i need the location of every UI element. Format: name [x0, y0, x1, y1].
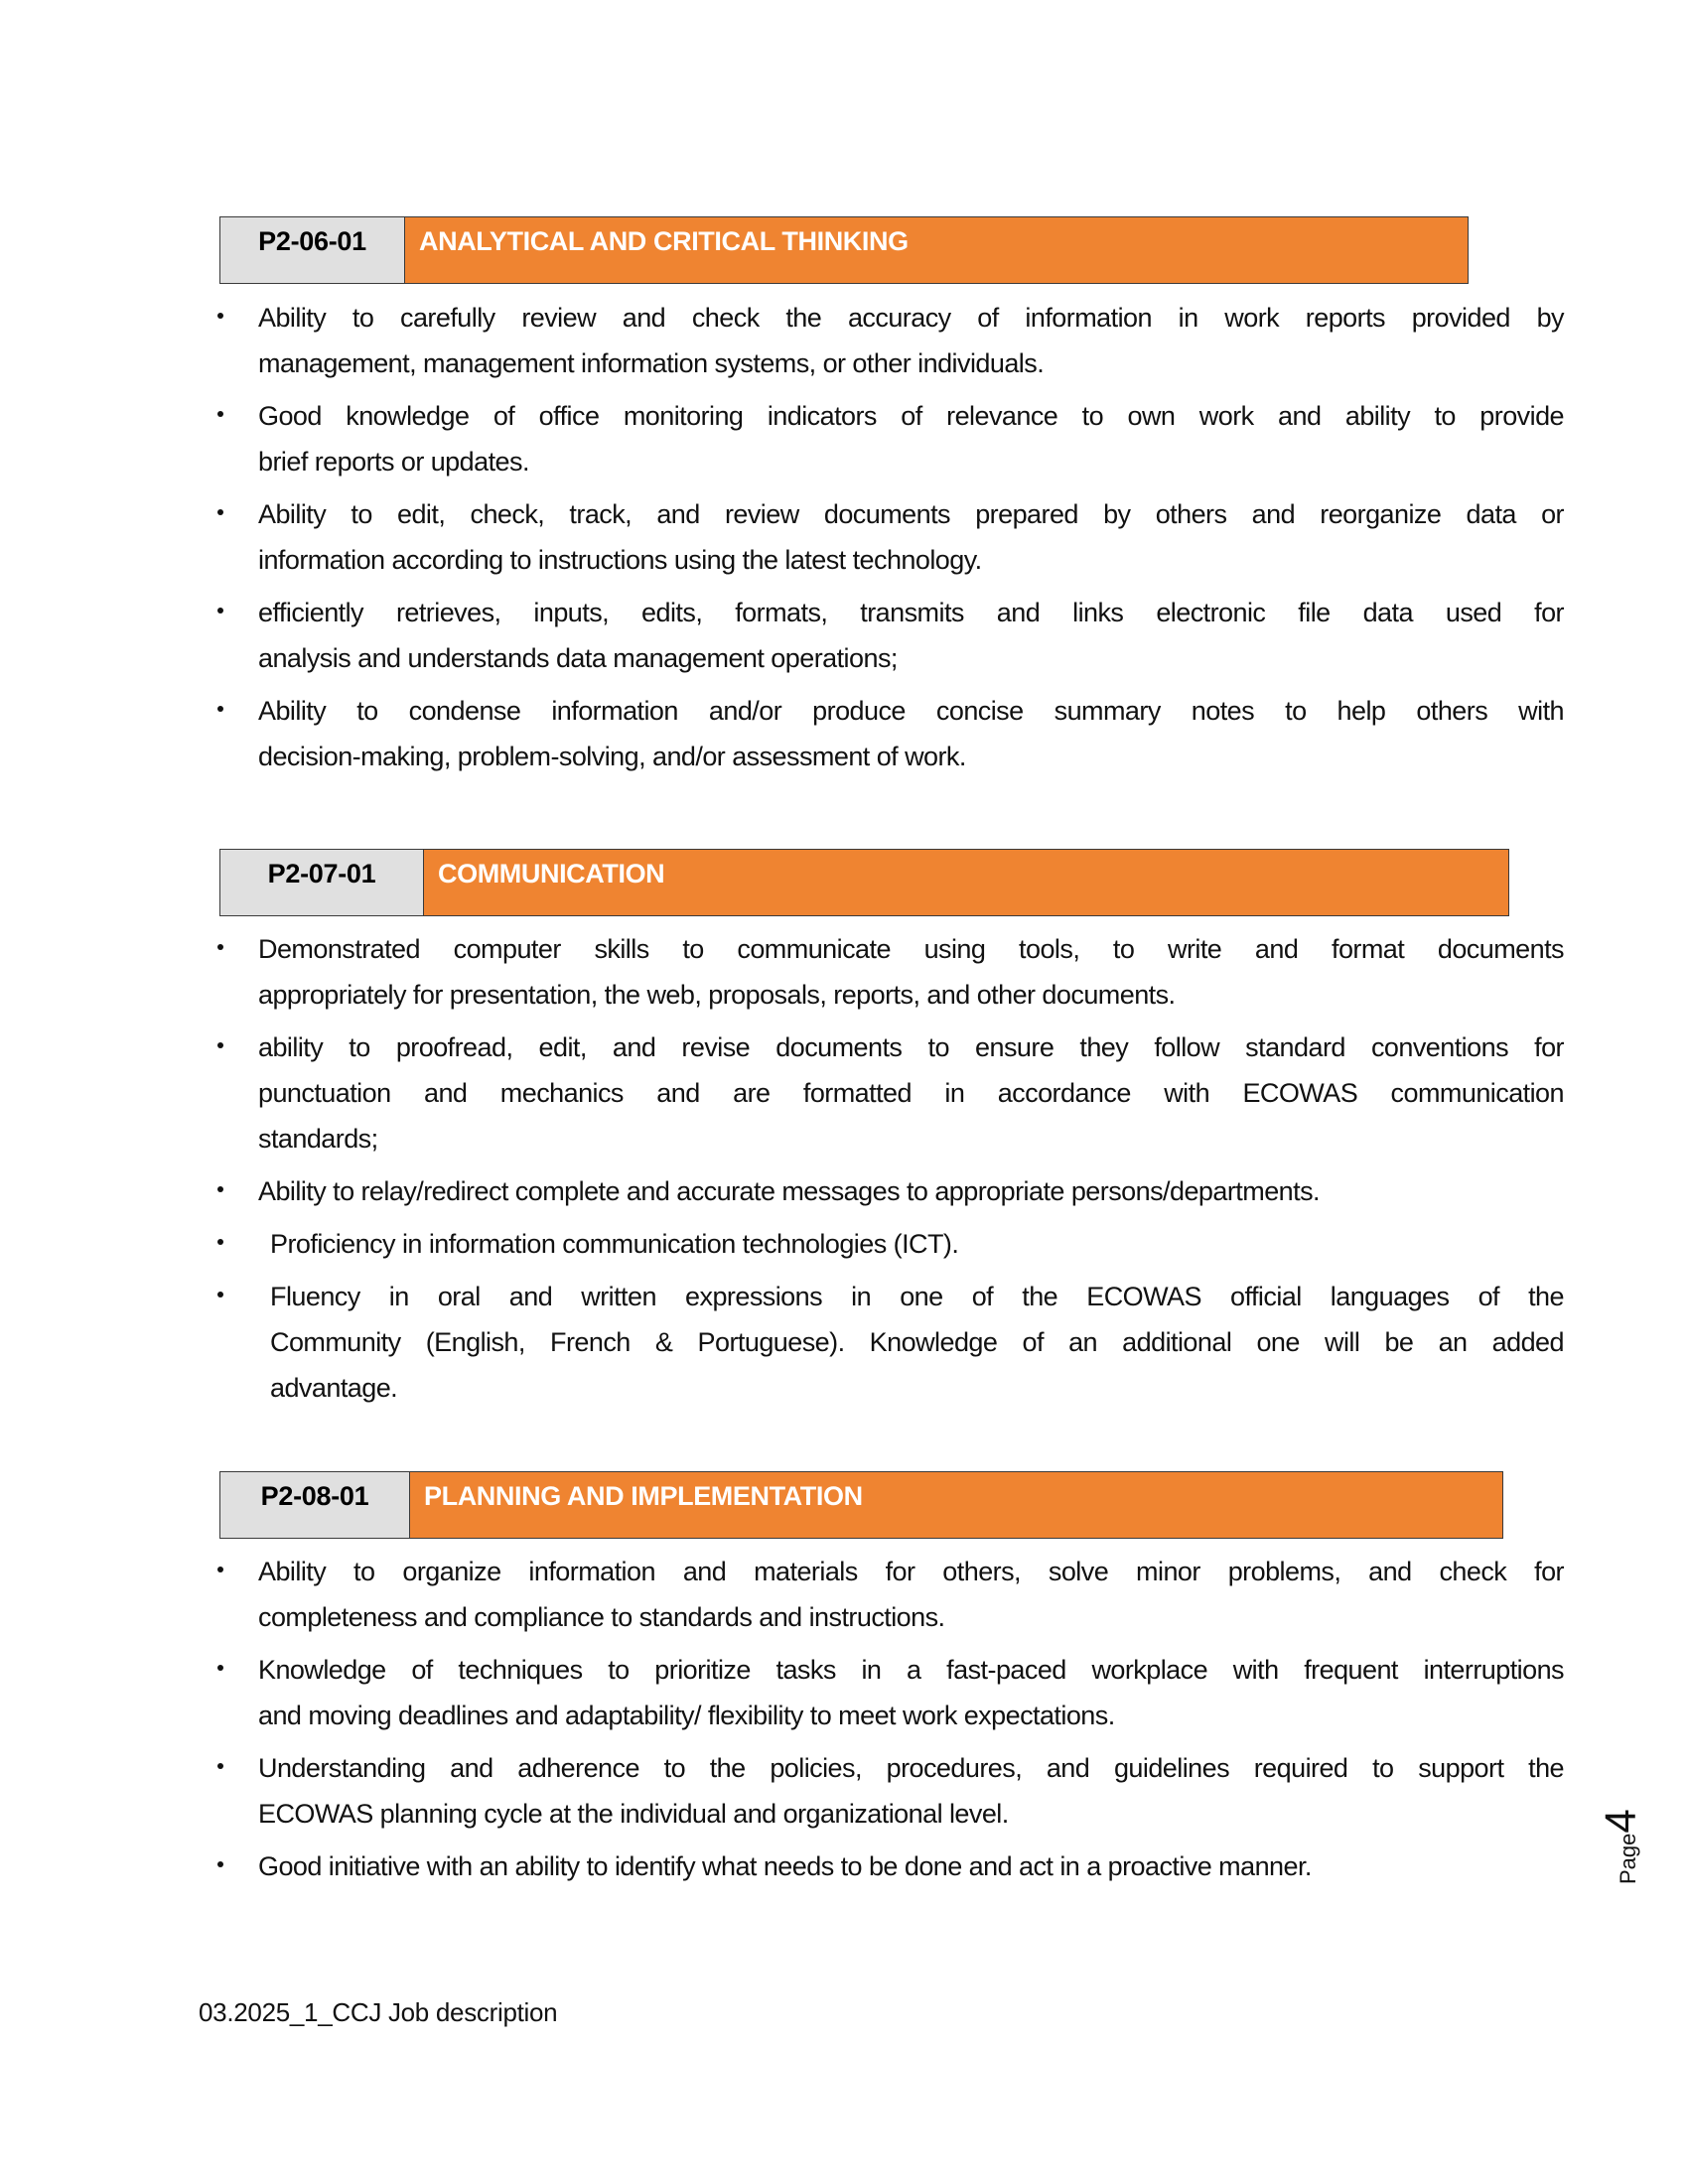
- bullet-icon: [217, 944, 223, 950]
- list-item-line: information according to instructions using the latest technology.: [258, 545, 982, 575]
- list-item-line: Ability to condense information and/or produce concise summary notes to help others with: [258, 696, 1564, 726]
- bullet-icon: [217, 1292, 223, 1297]
- bullet-icon: [217, 1567, 223, 1572]
- list-item-line: Understanding and adherence to the policies, procedures, and guidelines required to support the: [258, 1753, 1564, 1783]
- list-item-line: Good knowledge of office monitoring indicators of relevance to own work and ability to provide: [258, 401, 1564, 431]
- bullet-icon: [217, 1763, 223, 1769]
- section-title: ANALYTICAL AND CRITICAL THINKING: [405, 217, 1468, 283]
- list-item-line: Ability to edit, check, track, and review documents prepared by others and reorganize data or: [258, 499, 1564, 529]
- bullet-icon: [217, 1186, 223, 1192]
- bullet-list-planning: [213, 1549, 1569, 1896]
- section-title: COMMUNICATION: [424, 850, 1508, 915]
- list-item: [213, 926, 1569, 1018]
- list-item-line: Knowledge of techniques to prioritize tasks in a fast-paced workplace with frequent interruptions: [258, 1655, 1564, 1685]
- document-footer: 03.2025_1_CCJ Job description: [199, 1997, 558, 2027]
- bullet-icon: [217, 706, 223, 712]
- list-item: [213, 688, 1569, 779]
- list-item-line: Ability to carefully review and check the accuracy of information in work reports provided by: [258, 303, 1564, 333]
- list-item-line: efficiently retrieves, inputs, edits, formats, transmits and links electronic file data used for: [258, 598, 1564, 627]
- list-item-line: and moving deadlines and adaptability/ flexibility to meet work expectations.: [258, 1701, 1115, 1730]
- page-number-value: 4: [1597, 1809, 1645, 1834]
- section-header-planning: [219, 1471, 1503, 1539]
- list-item-line: Good initiative with an ability to identify what needs to be done and act in a proactive manner.: [258, 1851, 1312, 1881]
- list-item-line: Fluency in oral and written expressions in one of the ECOWAS official languages of the: [270, 1282, 1564, 1311]
- bullet-list-analytical: [213, 295, 1569, 786]
- list-item-line: brief reports or updates.: [258, 447, 529, 477]
- section-header-analytical: [219, 216, 1469, 284]
- list-item-line: appropriately for presentation, the web, proposals, reports, and other documents.: [258, 980, 1176, 1010]
- section-code: P2-06-01: [220, 217, 405, 283]
- list-item-line: Proficiency in information communication technologies (ICT).: [270, 1229, 959, 1259]
- list-item-line: Community (English, French & Portuguese). Knowledge of an additional one will be an added: [270, 1327, 1564, 1357]
- section-title: PLANNING AND IMPLEMENTATION: [410, 1472, 1502, 1538]
- bullet-icon: [217, 608, 223, 614]
- list-item: [213, 1647, 1569, 1738]
- bullet-icon: [217, 1665, 223, 1671]
- list-item-line: analysis and understands data management operations;: [258, 643, 898, 673]
- list-item: [213, 295, 1569, 386]
- section-header-communication: [219, 849, 1509, 916]
- bullet-icon: [217, 1042, 223, 1048]
- list-item: [213, 1274, 1569, 1411]
- list-item: [213, 1168, 1569, 1214]
- page-number: [1587, 1777, 1646, 1886]
- list-item: [213, 1221, 1569, 1267]
- list-item-line: completeness and compliance to standards and instructions.: [258, 1602, 945, 1632]
- list-item: [213, 393, 1569, 484]
- list-item: [213, 590, 1569, 681]
- list-item: [213, 1549, 1569, 1640]
- bullet-icon: [217, 411, 223, 417]
- page-label: Page: [1616, 1833, 1640, 1884]
- list-item-line: punctuation and mechanics and are formatted in accordance with ECOWAS communication: [258, 1078, 1564, 1108]
- list-item-line: Demonstrated computer skills to communicate using tools, to write and format documents: [258, 934, 1564, 964]
- list-item: [213, 491, 1569, 583]
- section-code: P2-07-01: [220, 850, 424, 915]
- list-item: [213, 1024, 1569, 1161]
- bullet-icon: [217, 313, 223, 319]
- list-item-line: advantage.: [270, 1373, 398, 1403]
- bullet-icon: [217, 509, 223, 515]
- section-code: P2-08-01: [220, 1472, 410, 1538]
- bullet-icon: [217, 1861, 223, 1867]
- list-item-line: Ability to organize information and materials for others, solve minor problems, and check for: [258, 1557, 1564, 1586]
- bullet-icon: [217, 1239, 223, 1245]
- list-item-line: management, management information systems, or other individuals.: [258, 348, 1045, 378]
- list-item-line: ECOWAS planning cycle at the individual and organizational level.: [258, 1799, 1009, 1829]
- list-item-line: decision-making, problem-solving, and/or assessment of work.: [258, 742, 966, 771]
- list-item: [213, 1745, 1569, 1837]
- list-item-line: Ability to relay/redirect complete and accurate messages to appropriate persons/departments.: [258, 1176, 1320, 1206]
- list-item: [213, 1843, 1569, 1889]
- list-item-line: standards;: [258, 1124, 378, 1154]
- list-item-line: ability to proofread, edit, and revise documents to ensure they follow standard conventions for: [258, 1032, 1564, 1062]
- bullet-list-communication: [213, 926, 1569, 1418]
